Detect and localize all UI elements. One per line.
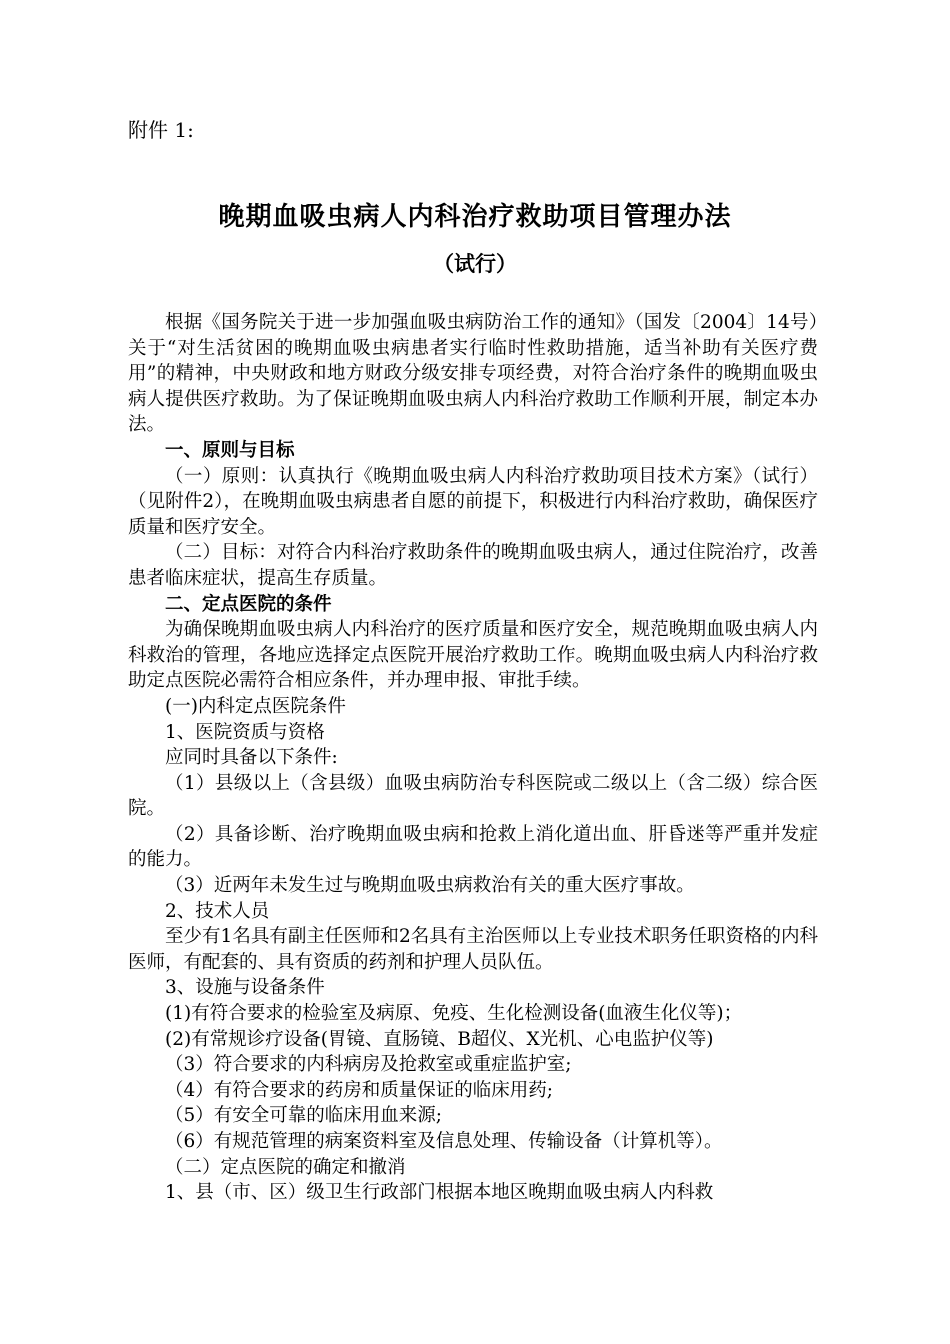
subsection-heading: （二）定点医院的确定和撤消 [165,1156,406,1178]
section-heading: 一、原则与目标 [165,439,295,461]
list-item: (1)有符合要求的检验室及病原、免疫、生化检测设备(血液生化仪等)； [165,1003,743,1025]
paragraph: （一）原则：认真执行《晚期血吸虫病人内科治疗救助项目技术方案》（试行）（见附件2），在晚期血吸虫病患者自愿的前提下，积极进行内科治疗救助，确保医疗质量和医疗安全。 [128,465,818,538]
intro-paragraph: 根据《国务院关于进一步加强血吸虫病防治工作的通知》（国发〔2004〕14号）关于“对生活贫困的晚期血吸虫病患者实行临时性救助措施，适当补助有关医疗费用”的精神，中央财政和地方财政分级安排专项经费，对符合治疗条件的晚期血吸虫病人提供医疗救助。为了保证晚期血吸虫病人内科治疗救助工作顺利开展，制定本办法。 [128,312,818,436]
subsection-heading: (一)内科定点医院条件 [165,695,346,717]
list-item: （4）有符合要求的药房和质量保证的临床用药; [165,1079,554,1101]
document-body [128,310,818,1206]
item-heading: 3、设施与设备条件 [165,977,325,999]
document-title: 晚期血吸虫病人内科治疗救助项目管理办法 [218,202,732,232]
paragraph: 至少有1名具有副主任医师和2名具有主治医师以上专业技术职务任职资格的内科医师，有配套的、具有资质的药剂和护理人员队伍。 [128,926,818,973]
paragraph: （二）目标：对符合内科治疗救助条件的晚期血吸虫病人，通过住院治疗，改善患者临床症状，提高生存质量。 [128,542,818,589]
item-heading: 1、医院资质与资格 [165,721,325,743]
section-heading: 二、定点医院的条件 [165,593,332,615]
attachment-label: 附件 1: [128,118,194,142]
paragraph: 1、县（市、区）级卫生行政部门根据本地区晚期血吸虫病人内科救 [165,1182,714,1204]
list-item: （3）近两年未发生过与晚期血吸虫病救治有关的重大医疗事故。 [165,875,695,897]
document-subtitle: （试行） [433,252,517,276]
list-item: （5）有安全可靠的临床用血来源; [165,1105,443,1127]
item-heading: 2、技术人员 [165,900,270,922]
paragraph: 为确保晚期血吸虫病人内科治疗的医疗质量和医疗安全，规范晚期血吸虫病人内科救治的管理，各地应选择定点医院开展治疗救助工作。晚期血吸虫病人内科治疗救助定点医院必需符合相应条件，并办理申报、审批手续。 [128,619,818,692]
list-item: （2）具备诊断、治疗晚期血吸虫病和抢救上消化道出血、肝昏迷等严重并发症的能力。 [128,823,818,871]
list-item: （6）有规范管理的病案资料室及信息处理、传输设备（计算机等）。 [165,1131,723,1152]
list-item: （1）县级以上（含县级）血吸虫病防治专科医院或二级以上（含二级）综合医院。 [128,772,818,820]
list-item: (2)有常规诊疗设备(胃镜、直肠镜、B超仪、X光机、心电监护仪等) [165,1028,714,1050]
list-item: （3）符合要求的内科病房及抢救室或重症监护室; [165,1054,572,1076]
paragraph: 应同时具备以下条件: [165,747,338,769]
